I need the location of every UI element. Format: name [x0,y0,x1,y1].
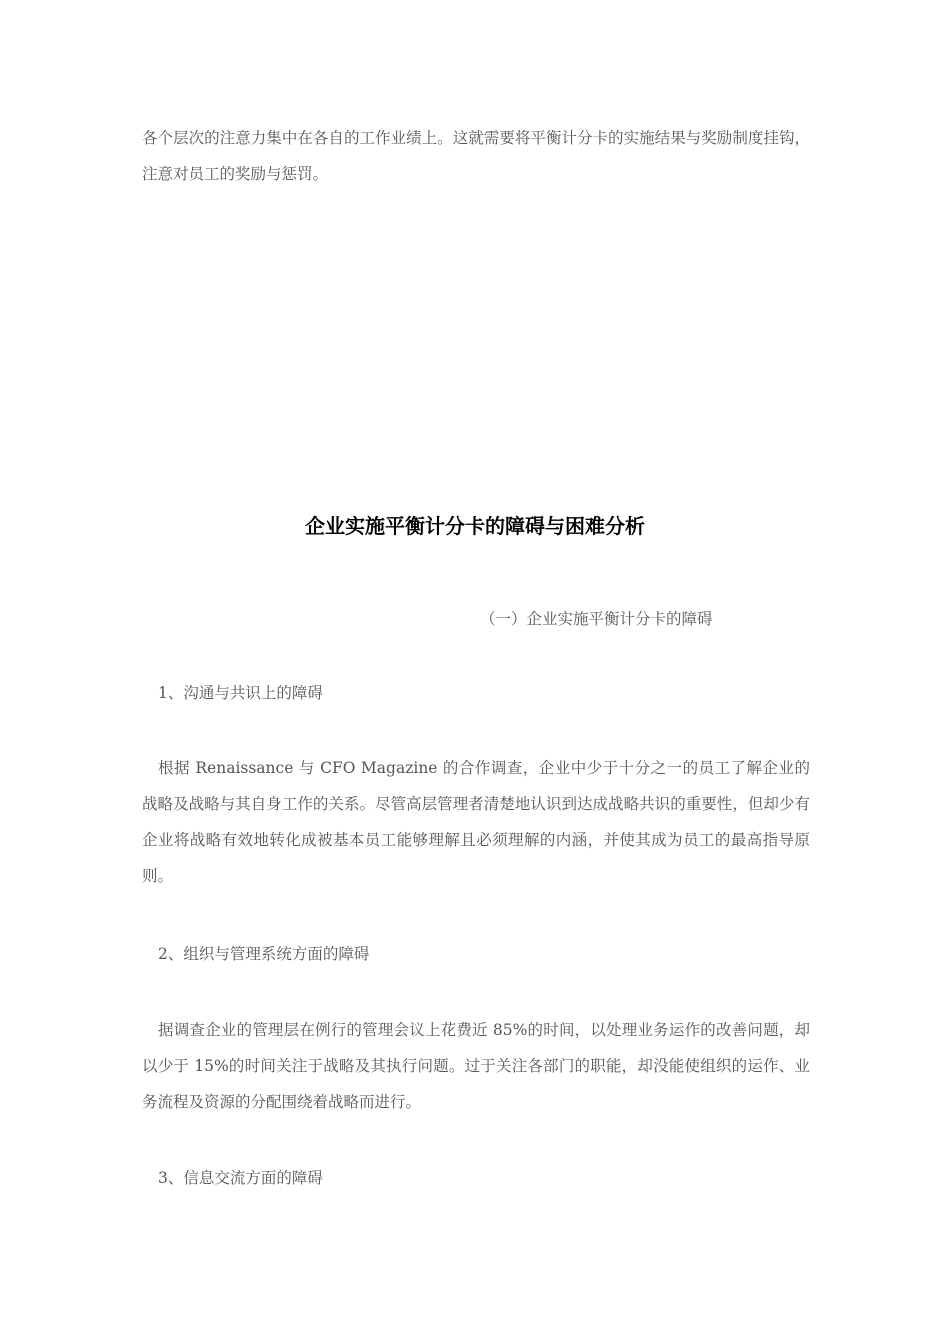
subsection-heading-2: 2、组织与管理系统方面的障碍 [158,945,370,963]
document-title: 企业实施平衡计分卡的障碍与困难分析 [305,514,645,538]
intro-paragraph: 各个层次的注意力集中在各自的工作业绩上。这就需要将平衡计分卡的实施结果与奖励制度挂钩，注意对员工的奖励与惩罚。 [142,129,810,183]
subsection-paragraph-1: 根据 Renaissance 与 CFO Magazine 的合作调查，企业中少于十分之一的员工了解企业的战略及战略与其自身工作的关系。尽管高层管理者清楚地认识到达成战略共识的重要性，但却少有企业将战略有效地转化成被基本员工能够理解且必须理解的内涵，并使其成为员工的最高指导原则。 [142,759,810,885]
section-heading: （一）企业实施平衡计分卡的障碍 [480,610,713,628]
subsection-heading-3: 3、信息交流方面的障碍 [158,1169,323,1187]
subsection-heading-1: 1、沟通与共识上的障碍 [158,684,323,702]
subsection-paragraph-2: 据调查企业的管理层在例行的管理会议上花费近 85%的时间，以处理业务运作的改善问题，却以少于 15%的时间关注于战略及其执行问题。过于关注各部门的职能，却没能使组织的运作、业务流程及资源的分配围绕着战略而进行。 [142,1021,810,1111]
